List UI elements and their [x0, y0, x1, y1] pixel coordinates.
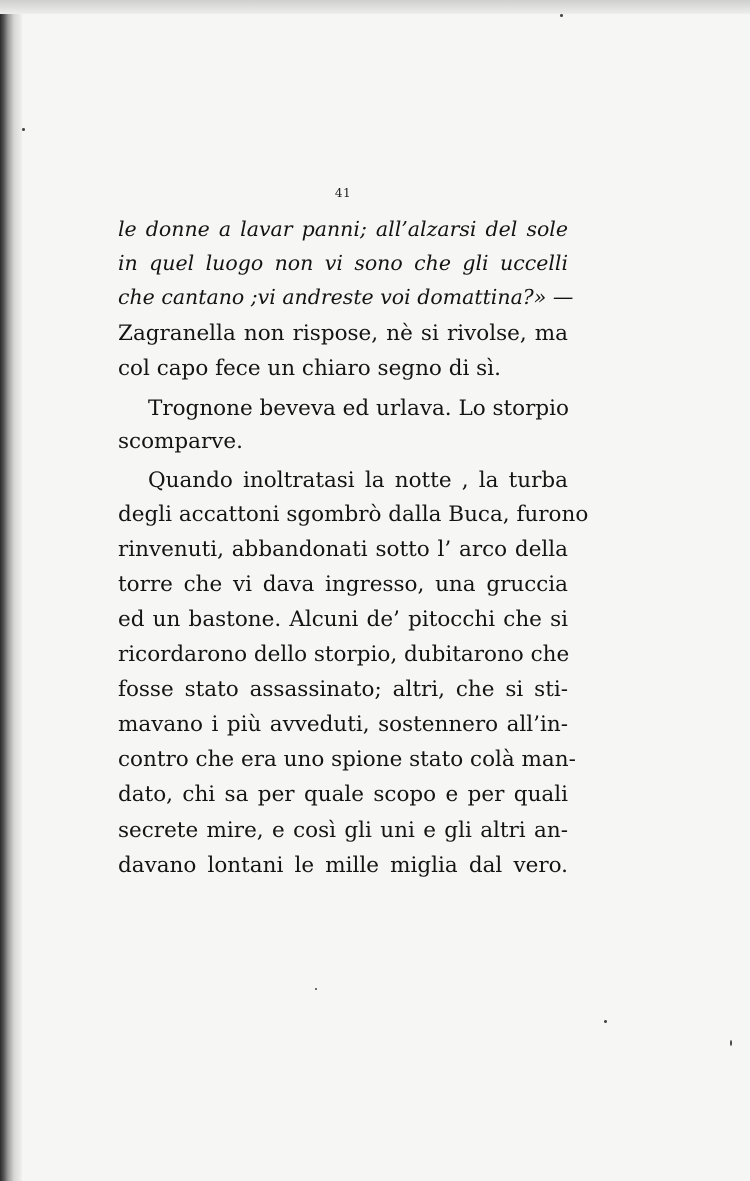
- text-line: contro che era uno spione stato colà man-: [118, 747, 576, 772]
- text-line: rinvenuti, abbandonati sotto l’ arco della: [118, 537, 568, 562]
- text-line: Trognone beveva ed urlava. Lo storpio: [148, 396, 569, 421]
- text-line: torre che vi dava ingresso, una gruccia: [118, 572, 568, 597]
- text-line: ricordarono dello storpio, dubitarono che: [118, 642, 570, 667]
- scan-speck: [604, 1020, 607, 1023]
- text-line: dato, chi sa per quale scopo e per quali: [118, 782, 568, 807]
- text-line: le donne a lavar panni; all’alzarsi del sole: [118, 217, 568, 241]
- text-line: che cantano ;vi andreste voi domattina?» —: [118, 285, 574, 309]
- text-line: Quando inoltratasi la notte , la turba: [148, 468, 568, 493]
- page-number: 41: [334, 186, 352, 200]
- scan-speck: [560, 14, 563, 17]
- page-top-shadow: [0, 0, 750, 14]
- scan-speck: [22, 128, 25, 131]
- text-line: degli accattoni sgombrò dalla Buca, furono: [118, 502, 589, 527]
- text-line: in quel luogo non vi sono che gli uccelli: [118, 251, 568, 275]
- text-line: mavano i più avveduti, sostennero all’in-: [118, 712, 568, 737]
- scan-speck: [315, 988, 317, 990]
- text-line: Zagranella non rispose, nè si rivolse, ma: [118, 321, 568, 346]
- scan-speck: [730, 1040, 732, 1046]
- text-line: fosse stato assassinato; altri, che si sti-: [118, 677, 568, 702]
- text-line: ed un bastone. Alcuni de’ pitocchi che si: [118, 607, 568, 632]
- page-binding-edge: [0, 0, 22, 1181]
- text-line: secrete mire, e così gli uni e gli altri an-: [118, 818, 568, 843]
- text-line: col capo fece un chiaro segno di sì.: [118, 356, 501, 381]
- text-line: scomparve.: [118, 429, 243, 454]
- text-line: davano lontani le mille miglia dal vero.: [118, 853, 568, 878]
